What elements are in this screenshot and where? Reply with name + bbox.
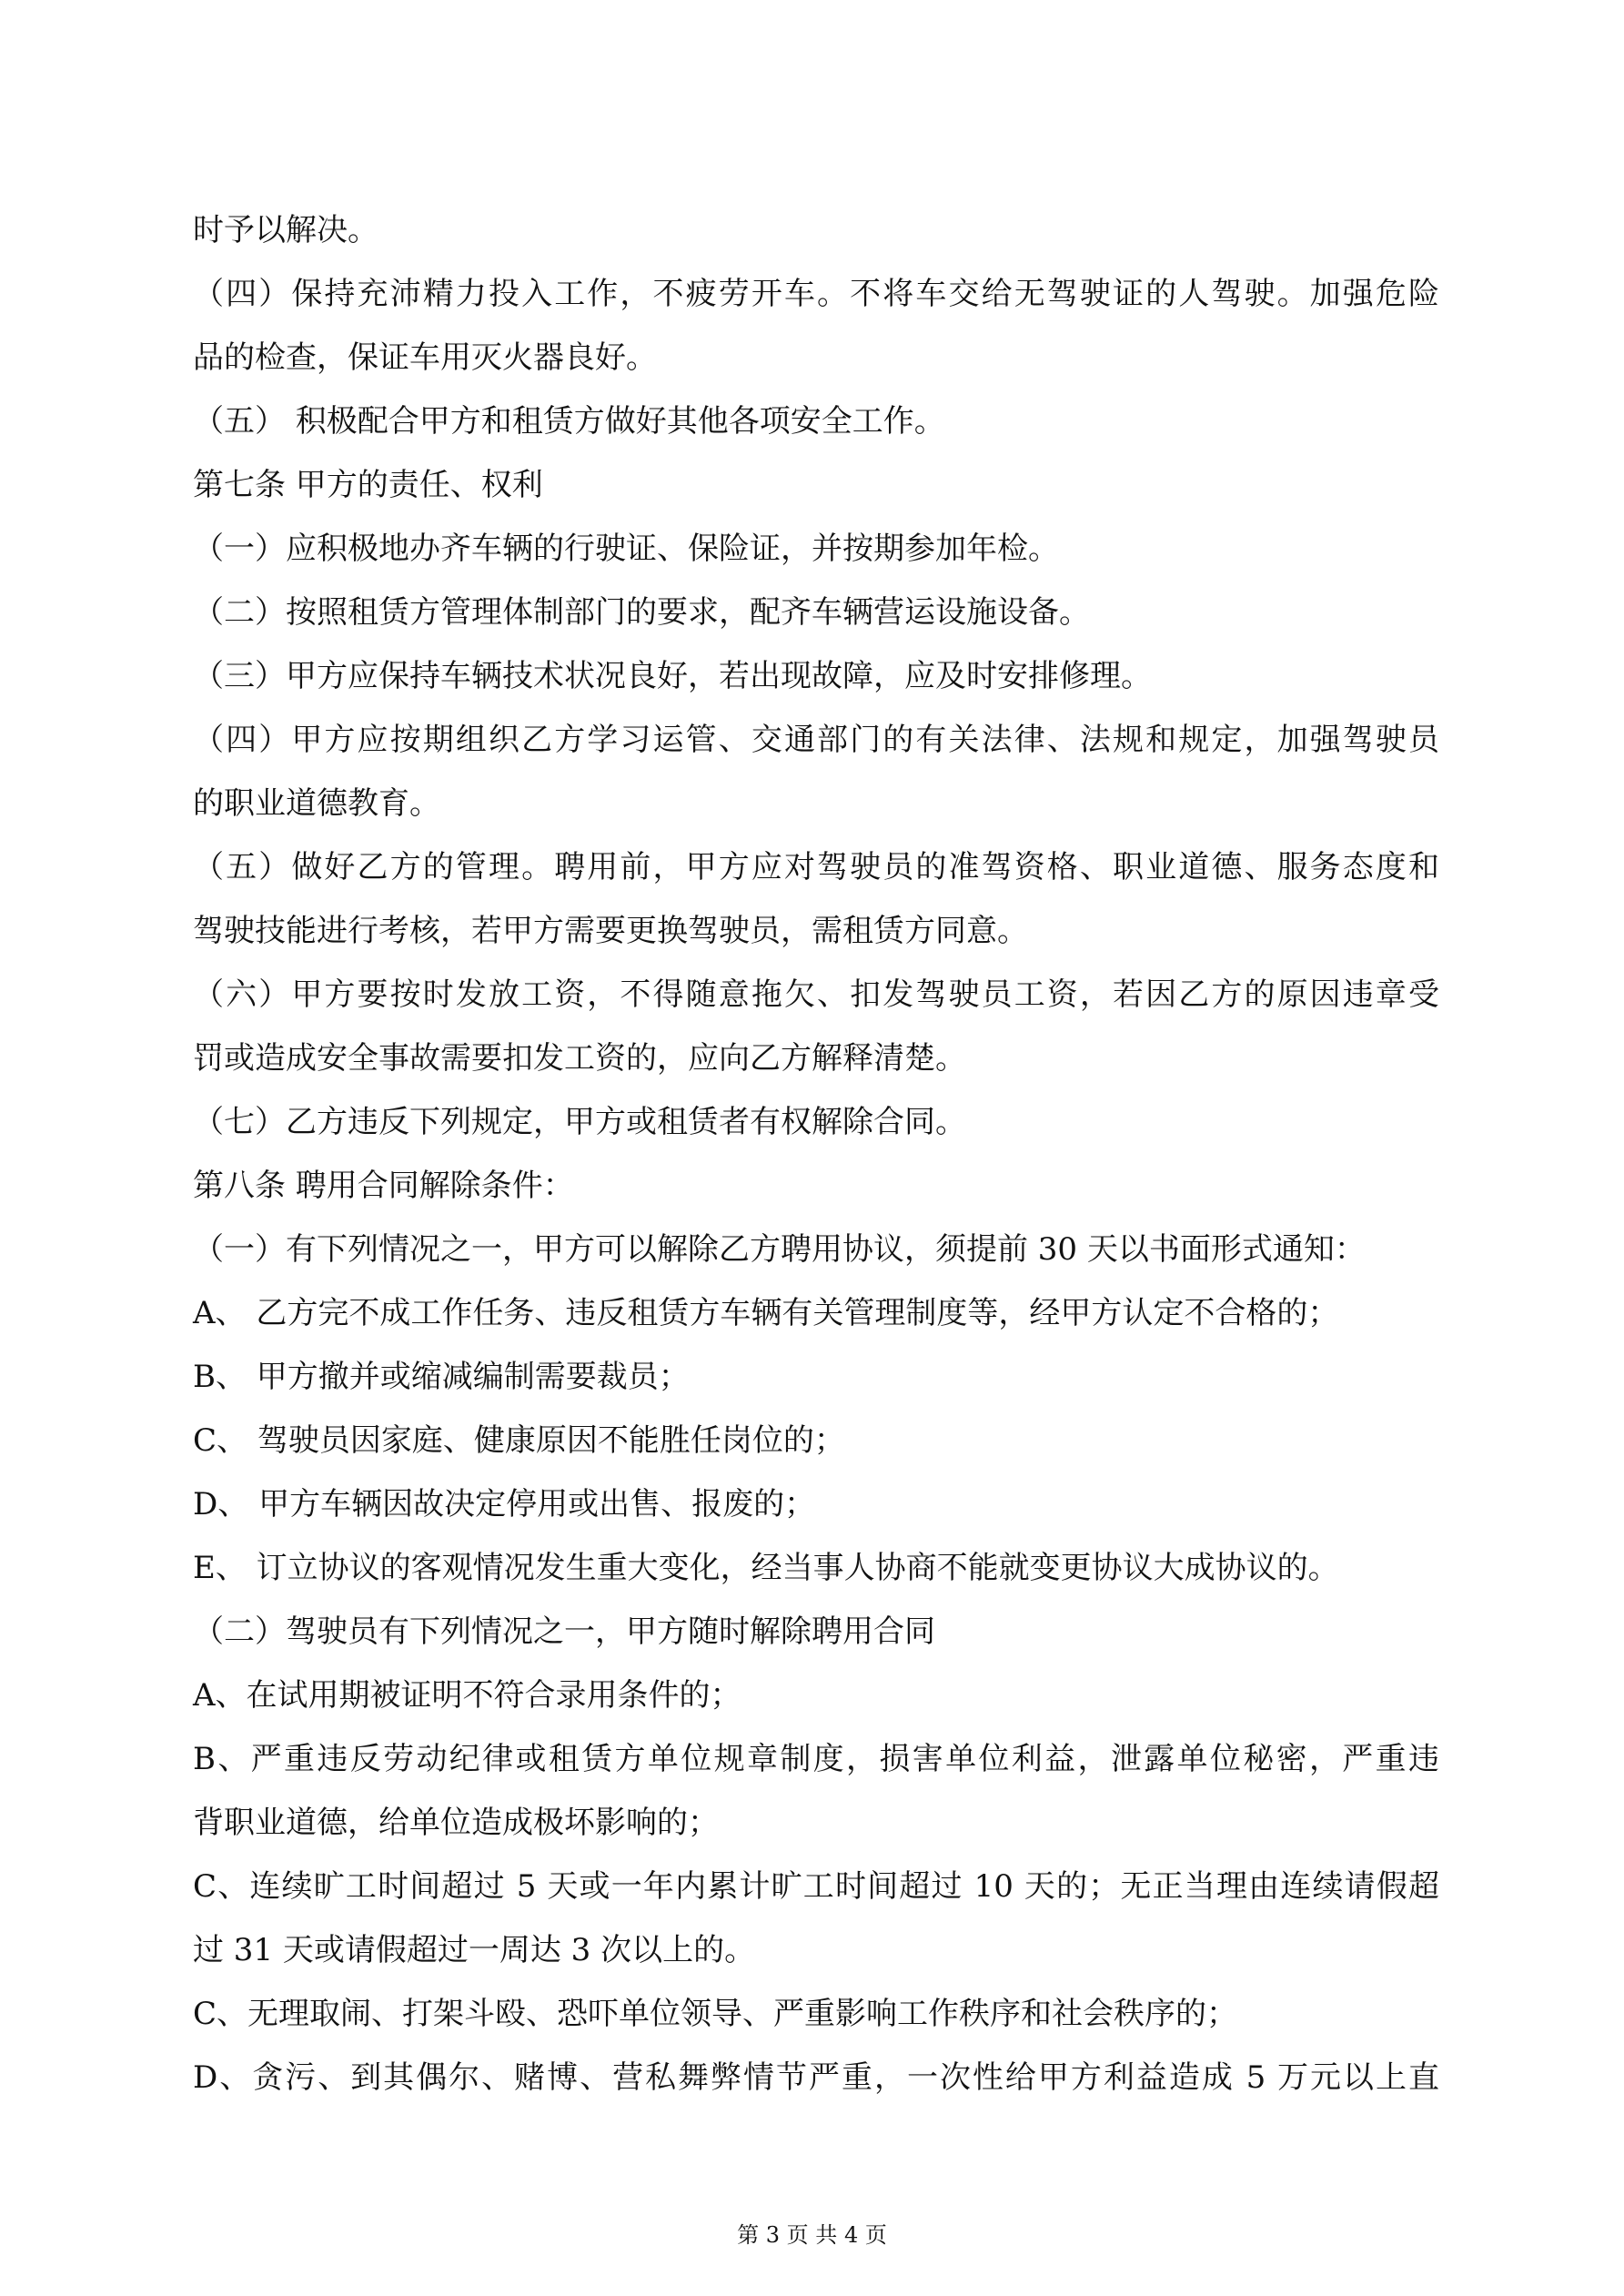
list-item: C、 驾驶员因家庭、健康原因不能胜任岗位的；: [193, 1422, 845, 1459]
text-line: （五） 积极配合甲方和租赁方做好其他各项安全工作。: [193, 403, 945, 440]
list-item: D、 甲方车辆因故决定停用或出售、报废的；: [193, 1486, 816, 1522]
page-number: 第 3 页 共 4 页: [737, 2222, 887, 2248]
text-line: 驾驶技能进行考核，若甲方需要更换驾驶员，需租赁方同意。: [193, 913, 1028, 949]
text-line: 背职业道德，给单位造成极坏影响的；: [193, 1805, 719, 1841]
text-line: （三）甲方应保持车辆技术状况良好，若出现故障，应及时安排修理。: [193, 658, 1152, 694]
section-heading: 第七条 甲方的责任、权利: [193, 467, 543, 503]
text-line: （七）乙方违反下列规定，甲方或租赁者有权解除合同。: [193, 1104, 966, 1140]
page-footer: [0, 2220, 1624, 2250]
section-heading: 第八条 聘用合同解除条件：: [193, 1168, 574, 1204]
text-line: （一）应积极地办齐车辆的行驶证、保险证，并按期参加年检。: [193, 531, 1059, 567]
text-line: 的职业道德教育。: [193, 785, 440, 822]
list-item: D、贪污、到其偶尔、赌博、营私舞弊情节严重，一次性给甲方利益造成 5 万元以上直: [193, 2059, 1439, 2096]
list-item: B、严重违反劳动纪律或租赁方单位规章制度，损害单位利益，泄露单位秘密，严重违: [193, 1741, 1439, 1777]
list-item: B、 甲方撤并或缩减编制需要裁员；: [193, 1359, 690, 1395]
document-body: [193, 198, 1439, 2109]
text-line: （二）驾驶员有下列情况之一，甲方随时解除聘用合同: [193, 1613, 935, 1650]
text-line: （四）甲方应按期组织乙方学习运管、交通部门的有关法律、法规和规定，加强驾驶员: [193, 722, 1439, 758]
list-item: C、连续旷工时间超过 5 天或一年内累计旷工时间超过 10 天的；无正当理由连续请假超: [193, 1868, 1439, 1905]
list-item: A、 乙方完不成工作任务、违反租赁方车辆有关管理制度等，经甲方认定不合格的；: [193, 1295, 1339, 1331]
list-item: E、 订立协议的客观情况发生重大变化，经当事人协商不能就变更协议大成协议的。: [193, 1550, 1339, 1586]
text-line: 过 31 天或请假超过一周达 3 次以上的。: [193, 1932, 756, 1968]
text-line: （六）甲方要按时发放工资，不得随意拖欠、扣发驾驶员工资，若因乙方的原因违章受: [193, 976, 1439, 1013]
text-line: （五）做好乙方的管理。聘用前，甲方应对驾驶员的准驾资格、职业道德、服务态度和: [193, 849, 1439, 885]
text-line: （一）有下列情况之一，甲方可以解除乙方聘用协议，须提前 30 天以书面形式通知：: [193, 1231, 1366, 1268]
list-item: A、在试用期被证明不符合录用条件的；: [193, 1677, 741, 1714]
text-line: 品的检查，保证车用灭火器良好。: [193, 339, 657, 376]
text-line: （二）按照租赁方管理体制部门的要求，配齐车辆营运设施设备。: [193, 594, 1090, 631]
text-line: 罚或造成安全事故需要扣发工资的，应向乙方解释清楚。: [193, 1040, 966, 1077]
list-item: C、无理取闹、打架斗殴、恐吓单位领导、严重影响工作秩序和社会秩序的；: [193, 1996, 1238, 2032]
text-line: 时予以解决。: [193, 212, 378, 248]
text-line: （四）保持充沛精力投入工作，不疲劳开车。不将车交给无驾驶证的人驾驶。加强危险: [193, 276, 1439, 312]
